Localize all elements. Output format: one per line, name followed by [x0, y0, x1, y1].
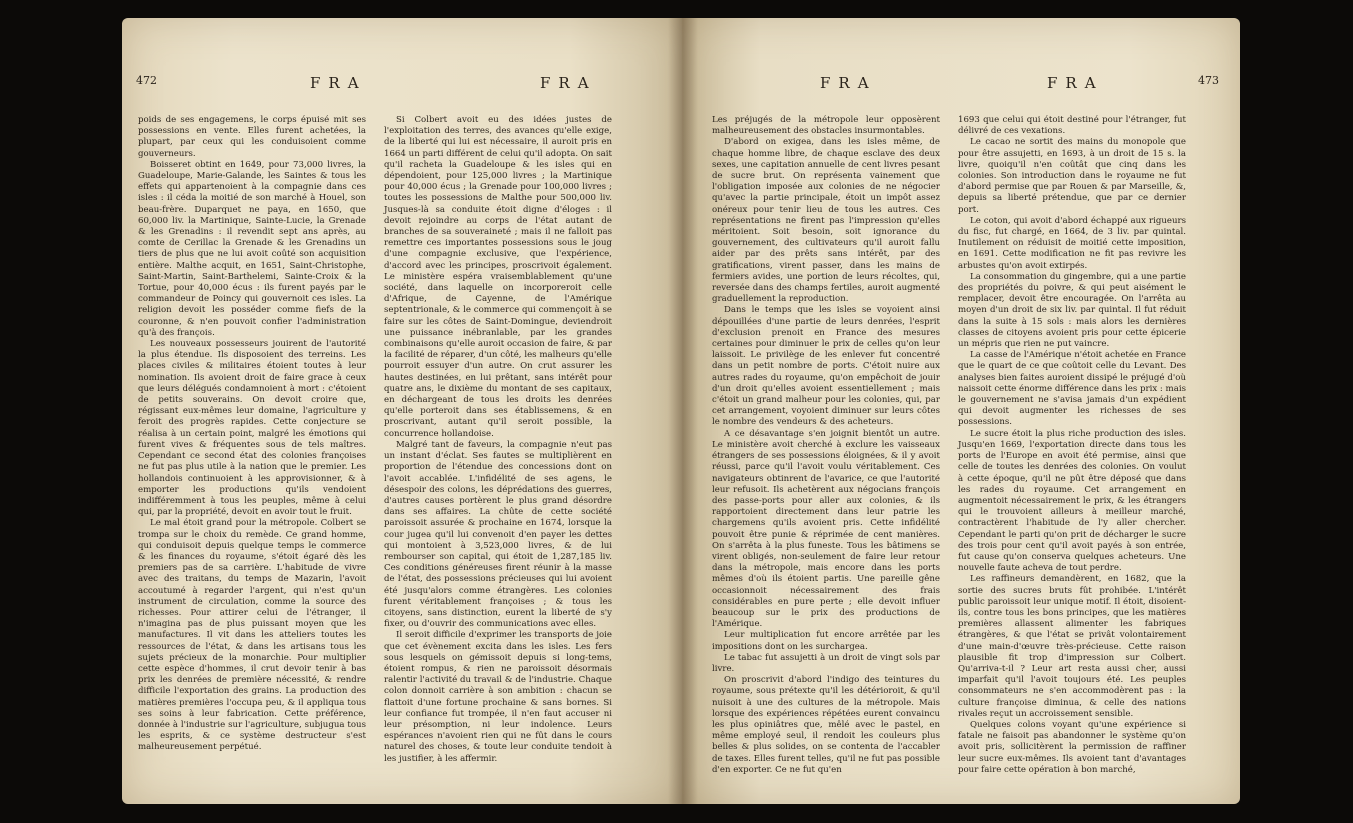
running-head-right: FRA — [540, 74, 597, 92]
left-page-header — [122, 74, 682, 96]
paragraph: A ce désavantage s'en joignit bientôt un autre. Le ministère avoit cherché à exclure les vaisseaux étrangers de ses possessions éloignées, & il y avoit réussi, parce qu'il l'avoit voulu véritablement. Ces navigateurs obtinrent de l'avarice, ce que l'autorité leur refusoit. Ils achetèrent aux négocians françois des passe-ports pour aller aux colonies, & ils rapportoient directement dans leur patrie les chargemens qu'ils avoient pris. Cette infidélité pouvoit être punie & réprimée de cent manières. On s'arrêta à la plus funeste. Tous les bâtimens se virent obligés, non-seulement de faire leur retour dans la métropole, mais encore dans les ports mêmes d'où ils étoient partis. Une pareille gêne occasionnoit nécessairement des frais considérables en pure perte ; elle devoit influer beaucoup sur le prix des productions de l'Amérique. — [712, 428, 940, 630]
paragraph: On proscrivit d'abord l'indigo des teintures du royaume, sous prétexte qu'il les détérioroit, & qu'il nuisoit à une des cultures de la métropole. Mais lorsque des expériences répétées eurent convaincu les plus opiniâtres que, mêlé avec le pastel, en même employé seul, il rendoit les couleurs plus belles & plus solides, on se contenta de l'accabler de taxes. Elles furent telles, qu'il ne fut pas possible d'en exporter. Ce ne fut qu'en — [712, 675, 940, 775]
paragraph: poids de ses engagemens, le corps épuisé mit ses possessions en vente. Elles furent achetées, la plupart, par ceux qui les conduisoient comme gouverneurs. — [138, 115, 366, 159]
paragraph: Le sucre étoit la plus riche production des isles. Jusqu'en 1669, l'exportation directe dans tous les ports de l'Europe en avoit été permise, ainsi que celle de toutes les denrées des colonies. On voulut à cette époque, qu'il ne pût être déposé que dans les rades du royaume. Cet arrangement en augmentoit nécessairement le prix, & les étrangers qui le trouvoient ailleurs à meilleur marché, contractèrent l'habitude de l'y aller chercher. Cependant le parti qu'on prit de décharger le sucre des trois pour cent qu'il avoit payés à son entrée, fut cause qu'on conserva quelques acheteurs. Une nouvelle faute acheva de tout perdre. — [958, 428, 1186, 574]
book-gutter — [668, 18, 698, 804]
paragraph: Les raffineurs demandèrent, en 1682, que la sortie des sucres bruts fût prohibée. L'intérêt public paroissoit leur unique motif. Il étoit, disoient-ils, contre tous les bons principes, que les matières premières allassent alimenter les fabriques étrangères, & que l'état se privât volontairement d'une main-d'œuvre très-précieuse. Cette raison plausible fit trop d'impression sur Colbert. Qu'arriva-t-il ? Leur art resta aussi cher, aussi imparfait qu'il l'avoit toujours été. Les peuples consommateurs ne s'en accommodèrent pas : la culture françoise diminua, & celle des nations rivales reçut un accroissement sensible. — [958, 574, 1186, 719]
paragraph: Malgré tant de faveurs, la compagnie n'eut pas un instant d'éclat. Ses fautes se multiplièrent en proportion de l'étendue des concessions dont on l'avoit accablée. L'infidélité de ses agens, le désespoir des colons, les déprédations des guerres, d'autres causes portèrent le plus grand désordre dans ses affaires. La chûte de cette société paroissoit assurée & prochaine en 1674, lorsque la cour jugea qu'il lui convenoit d'en payer les dettes qui montoient à 3,523,000 livres, & de lui rembourser son capital, qui étoit de 1,287,185 liv. Ces conditions généreuses firent réunir à la masse de l'état, des possessions précieuses qui lui avoient été jusqu'alors comme étrangères. Les colonies furent véritablement françoises ; & tous les citoyens, sans distinction, eurent la liberté de s'y fixer, ou d'ouvrir des communications avec elles. — [384, 439, 612, 630]
paragraph: La casse de l'Amérique n'étoit achetée en France que le quart de ce que coûtoit celle du Levant. Des analyses bien faites auroient dissipé le préjugé d'où naissoit cette énorme différence dans les prix : mais le gouvernement ne s'avisa jamais d'un expédient qui devoit augmenter les richesses de ses possessions. — [958, 350, 1186, 428]
left-page-column-1 — [138, 115, 366, 754]
right-page-column-2 — [958, 115, 1186, 776]
paragraph: Leur multiplication fut encore arrêtée par les impositions dont on les surchargea. — [712, 630, 940, 652]
page-number: 473 — [1198, 74, 1219, 87]
running-head-right: FRA — [1047, 74, 1104, 92]
paragraph: Le mal étoit grand pour la métropole. Colbert se trompa sur le choix du remède. Ce grand homme, qui conduisoit depuis quelque temps le commerce & les finances du royaume, s'étoit égaré dès les premiers pas de sa carrière. L'habitude de vivre avec des traitans, du temps de Mazarin, l'avoit accoutumé à regarder l'argent, qui n'est qu'un instrument de circulation, comme la source des richesses. Pour attirer celui de l'étranger, il n'imagina pas de plus puissant moyen que les manufactures. Il vit dans les atteliers toutes les ressources de l'état, & dans les artisans tous les sujets précieux de la monarchie. Pour multiplier cette espèce d'hommes, il crut devoir tenir à bas prix les denrées de première nécessité, & rendre difficile l'exportation des grains. La production des matières premières l'occupa peu, & il appliqua tous ses soins à leur fabrication. Cette préférence, donnée à l'industrie sur l'agriculture, subjugua tous les esprits, & ce système destructeur s'est malheureusement perpétué. — [138, 518, 366, 753]
paragraph: Quelques colons voyant qu'une expérience si fatale ne faisoit pas abandonner le système qu'on avoit pris, sollicitèrent la permission de raffiner leur sucre eux-mêmes. Ils avoient tant d'avantages pour faire cette opération à bon marché, — [958, 719, 1186, 775]
left-page-column-2 — [384, 115, 612, 765]
right-page-header — [682, 74, 1240, 96]
paragraph: Le tabac fut assujetti à un droit de vingt sols par livre. — [712, 652, 940, 674]
paragraph: Il seroit difficile d'exprimer les transports de joie que cet évènement excita dans les isles. Les fers sous lesquels on gémissoit depuis si long-tems, étoient rompus, & rien ne paroissoit désormais ralentir l'activité du travail & de l'industrie. Chaque colon donnoit carrière à son ambition : chacun se flattoit d'une fortune prochaine & sans bornes. Si leur confiance fut trompée, il n'en faut accuser ni leur présomption, ni leur indolence. Leurs espérances n'avoient rien qui ne fût dans le cours naturel des choses, & toute leur conduite tendoit à les justifier, à les affermir. — [384, 630, 612, 764]
paragraph: Boisseret obtint en 1649, pour 73,000 livres, la Guadeloupe, Marie-Galande, les Saintes & tous les effets qui appartenoient à la compagnie dans ces isles : il céda la moitié de son marché à Houel, son beau-frère. Duparquet ne paya, en 1650, que 60,000 liv. la Martinique, Sainte-Lucie, la Grenade & les Grenadins : il revendit sept ans après, au comte de Cerillac la Grenade & les Grenadins un tiers de plus que ne lui avoit coûté son acquisition entière. Malthe acquit, en 1651, Saint-Christophe, Saint-Martin, Saint-Barthelemi, Sainte-Croix & la Tortue, pour 40,000 écus : ils furent payés par le commandeur de Poincy qui gouvernoit ces isles. La religion devoit les posséder comme fiefs de la couronne, & n'en pouvoit confier l'administration qu'à des françois. — [138, 159, 366, 338]
left-page — [122, 18, 682, 804]
paragraph: Le cacao ne sortit des mains du monopole que pour être assujetti, en 1693, à un droit de 15 s. la livre, quoiqu'il n'en coûtât que cinq dans les colonies. Son introduction dans le royaume ne fut d'abord permise que par Rouen & par Marseille, &, depuis sa liberté prétendue, que par ce dernier port. — [958, 137, 1186, 215]
paragraph: D'abord on exigea, dans les isles même, de chaque homme libre, de chaque esclave des deux sexes, une capitation annuelle de cent livres pesant de sucre brut. On représenta vainement que l'obligation imposée aux colonies de ne négocier qu'avec la partie principale, étoit un impôt assez onéreux pour tenir lieu de tous les autres. Ces représentations ne firent pas l'impression qu'elles méritoient. Soit besoin, soit ignorance du gouvernement, des cultivateurs qu'il auroit fallu aider par des prêts sans intérêt, par des gratifications, virent passer, dans les mains de fermiers avides, une portion de leurs récoltes, qui, reversée dans des champs fertiles, auroit augmenté graduellement la reproduction. — [712, 137, 940, 305]
right-page — [682, 18, 1240, 804]
running-head-left: FRA — [310, 74, 367, 92]
running-head-left: FRA — [820, 74, 877, 92]
paragraph: La consommation du gingembre, qui a une partie des propriétés du poivre, & qui peut aisément le remplacer, devoit être encouragée. On l'arrêta au moyen d'un droit de six liv. par quintal. Il fut réduit dans la suite à 15 sols : mais alors les dernières classes de citoyens avoient pris pour cette épicerie un mépris que rien ne put vaincre. — [958, 271, 1186, 350]
paragraph: Les préjugés de la métropole leur opposèrent malheureusement des obstacles insurmontables. — [712, 115, 940, 137]
right-page-column-1 — [712, 115, 940, 776]
page-number: 472 — [136, 74, 157, 87]
paragraph: Le coton, qui avoit d'abord échappé aux rigueurs du fisc, fut chargé, en 1664, de 3 liv. par quintal. Inutilement on réduisit de moitié cette imposition, en 1691. Cette modification ne fit pas revivre les arbustes qu'on avoit extirpés. — [958, 215, 1186, 271]
paragraph: Dans le temps que les isles se voyoient ainsi dépouillées d'une partie de leurs denrées, l'esprit d'exclusion prenoit en France des mesures certaines pour diminuer le prix de celles qu'on leur laissoit. Le privilège de les enlever fut concentré dans un petit nombre de ports. C'étoit nuire aux autres rades du royaume, qu'on empêchoit de jouir d'un droit qu'elles avoient essentiellement ; mais c'étoit un grand malheur pour les colonies, qui, par cet arrangement, voyoient diminuer sur leurs côtes le nombre des vendeurs & des acheteurs. — [712, 305, 940, 428]
paragraph: 1693 que celui qui étoit destiné pour l'étranger, fut délivré de ces vexations. — [958, 115, 1186, 137]
paragraph: Les nouveaux possesseurs jouirent de l'autorité la plus étendue. Ils disposoient des terreins. Les places civiles & militaires étoient toutes à leur nomination. Ils avoient droit de faire grace à ceux que leurs délégués condamnoient à mort : c'étoient de petits souverains. On devoit croire que, régissant eux-mêmes leur domaine, l'agriculture y feroit des progrès rapides. Cette conjecture se réalisa à un certain point, malgré les émotions qui furent vives & fréquentes sous de tels maîtres. Cependant ce second état des colonies françoises ne fut pas plus utile à la nation que le premier. Les hollandois continuoient à les approvisionner, & à emporter les productions qu'ils vendoient indifféremment à tous les peuples, même à celui qui, par la propriété, devoit en avoir tout le fruit. — [138, 339, 366, 518]
paragraph: Si Colbert avoit eu des idées justes de l'exploitation des terres, des avances qu'elle exige, de la liberté qui lui est nécessaire, il auroit pris en 1664 un parti différent de celui qu'il adopta. On sait qu'il racheta la Guadeloupe & les isles qui en dépendoient, pour 125,000 livres ; la Martinique pour 40,000 écus ; la Grenade pour 100,000 livres ; toutes les possessions de Malthe pour 500,000 liv. Jusques-là sa conduite étoit digne d'éloges : il devoit rejoindre au corps de l'état autant de branches de sa souveraineté ; mais il ne falloit pas remettre ces importantes possessions sous le joug d'une compagnie exclusive, que l'expérience, d'accord avec les principes, proscrivoit également. Le ministère espéra vraisemblablement qu'une société, dans laquelle on incorporeroit celle d'Afrique, de Cayenne, de l'Amérique septentrionale, & le commerce qui commençoit à se faire sur les côtes de Saint-Domingue, deviendroit une puissance inébranlable, par les grandes combinaisons qu'elle auroit occasion de faire, & par la facilité de réparer, d'un côté, les malheurs qu'elle pourroit essuyer d'un autre. On crut assurer les hautes destinées, en lui prêtant, sans intérêt pour quatre ans, le dixième du montant de ses capitaux, en déchargeant de tous les droits les denrées qu'elle porteroit dans ses établissemens, & en proscrivant, autant qu'il seroit possible, la concurrence hollandoise. — [384, 115, 612, 439]
